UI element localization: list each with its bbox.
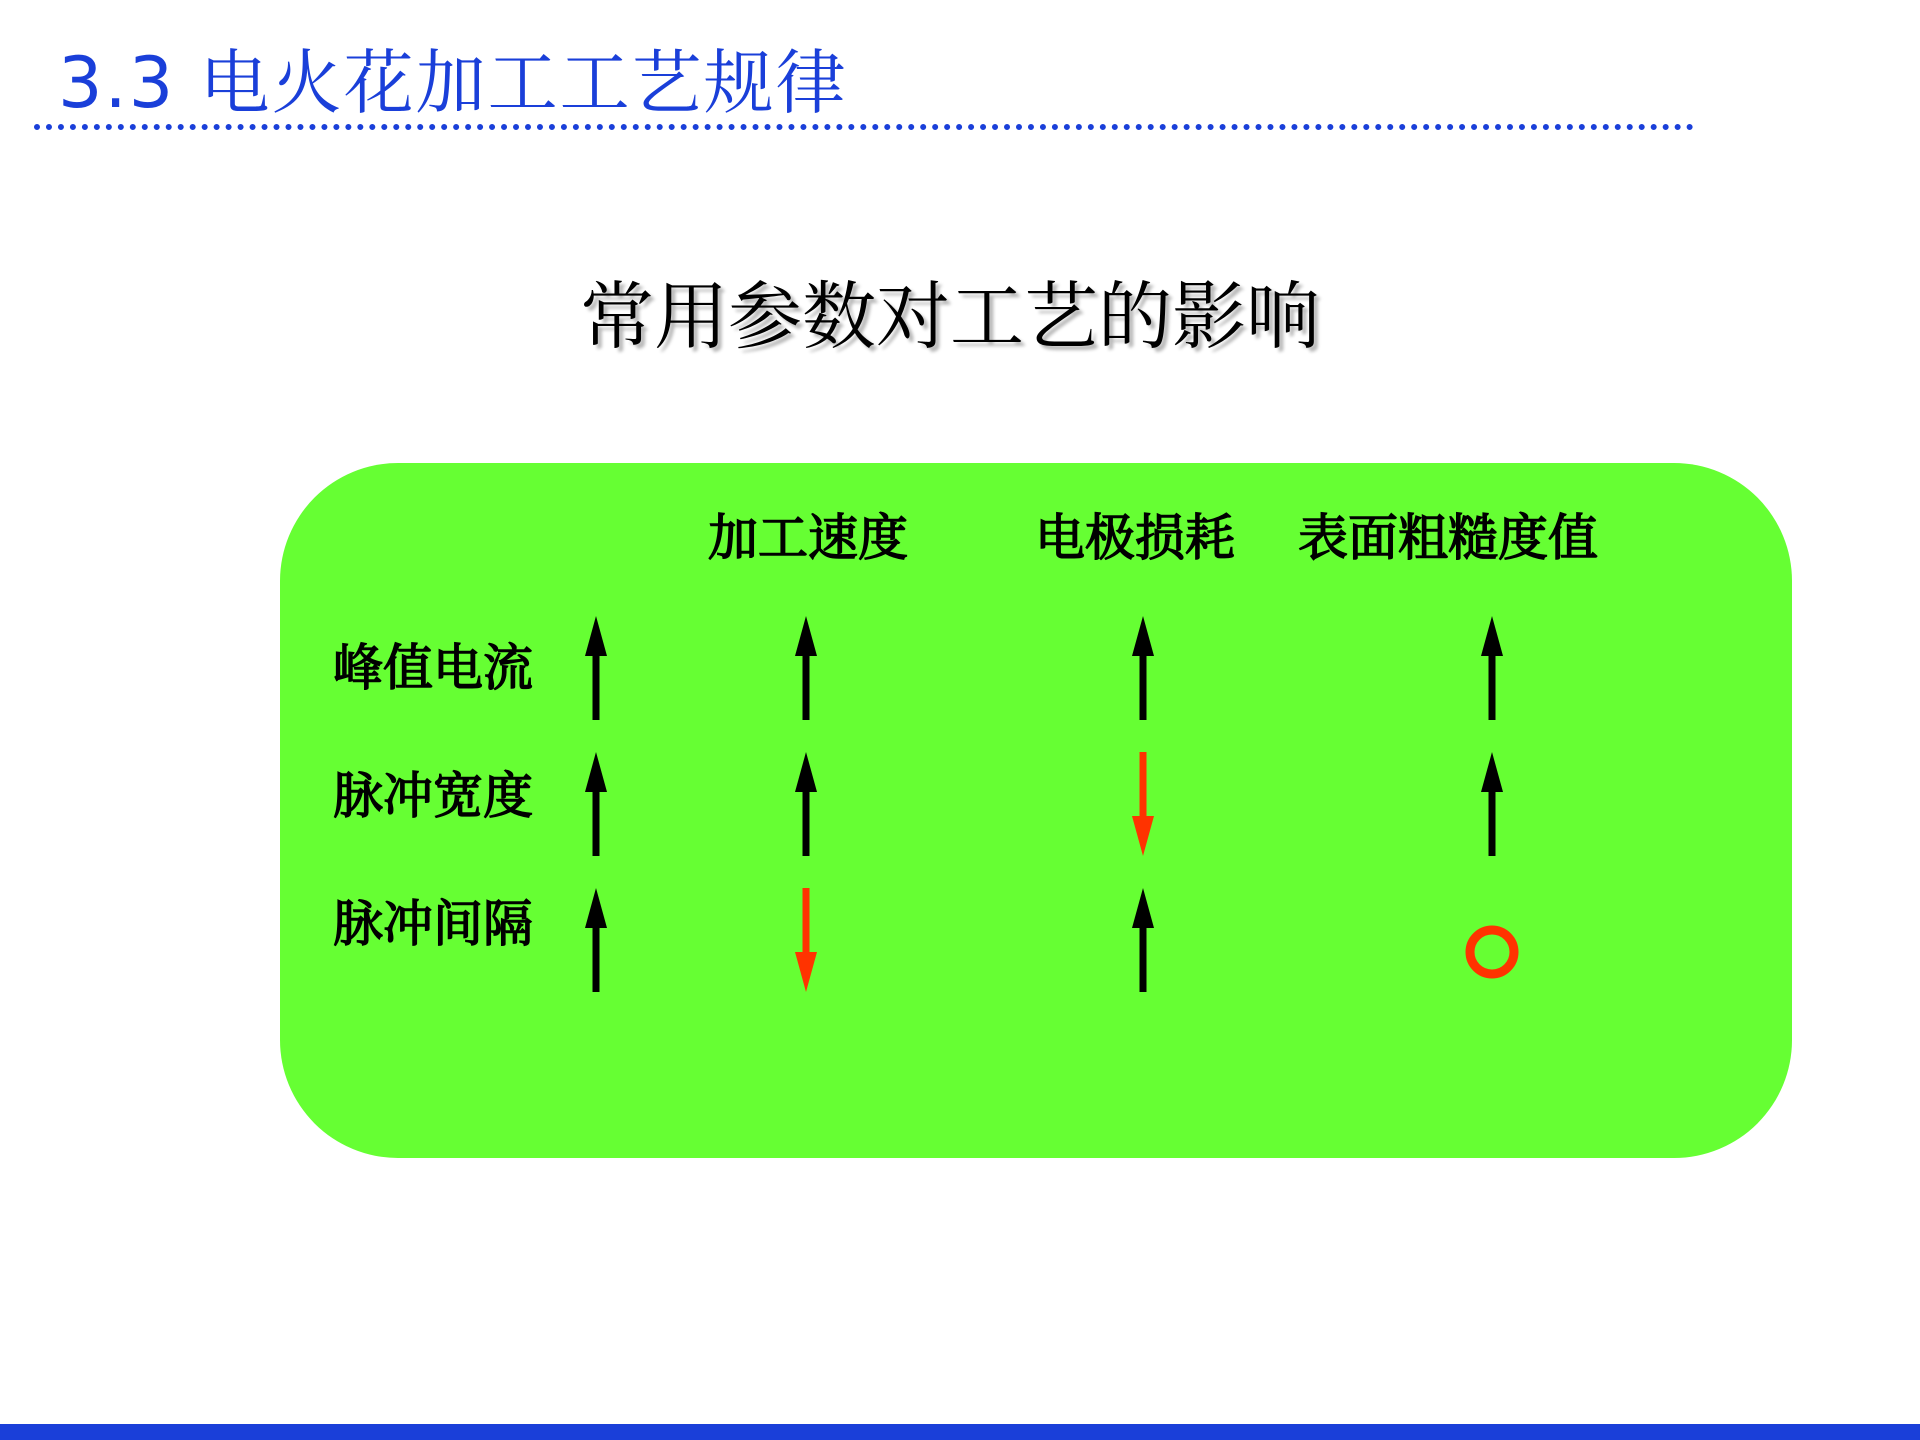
footer-bar [0, 1424, 1920, 1440]
column-header-surface-roughness: 表面粗糙度值 [1298, 508, 1598, 567]
up-arrow-icon-row-3-col-2 [1132, 888, 1154, 992]
up-arrow-icon-row-1-col-3 [1481, 616, 1503, 720]
column-header-electrode-wear: 电极损耗 [1035, 508, 1235, 567]
row-label-peak-current: 峰值电流 [333, 638, 533, 697]
up-arrow-icon-row-1-col-2 [1132, 616, 1154, 720]
up-arrow-icon-row-1-col-1 [795, 616, 817, 720]
up-arrow-icon-parameter-row-3 [585, 888, 607, 992]
up-arrow-icon-row-2-col-1 [795, 752, 817, 856]
slide-heading: 常用参数对工艺的影响 [580, 274, 1320, 360]
up-arrow-icon-parameter-row-2 [585, 752, 607, 856]
up-arrow-icon-parameter-row-1 [585, 616, 607, 720]
down-arrow-icon-row-3-col-1 [795, 888, 817, 992]
up-arrow-icon-row-2-col-3 [1481, 752, 1503, 856]
down-arrow-icon-row-2-col-2 [1132, 752, 1154, 856]
circle-icon-row-3-col-3 [1470, 930, 1514, 974]
row-label-pulse-interval: 脉冲间隔 [333, 894, 533, 953]
row-label-pulse-width: 脉冲宽度 [333, 766, 533, 825]
column-header-machining-speed: 加工速度 [708, 508, 908, 567]
section-title: 3.3 电火花加工工艺规律 [58, 42, 848, 124]
